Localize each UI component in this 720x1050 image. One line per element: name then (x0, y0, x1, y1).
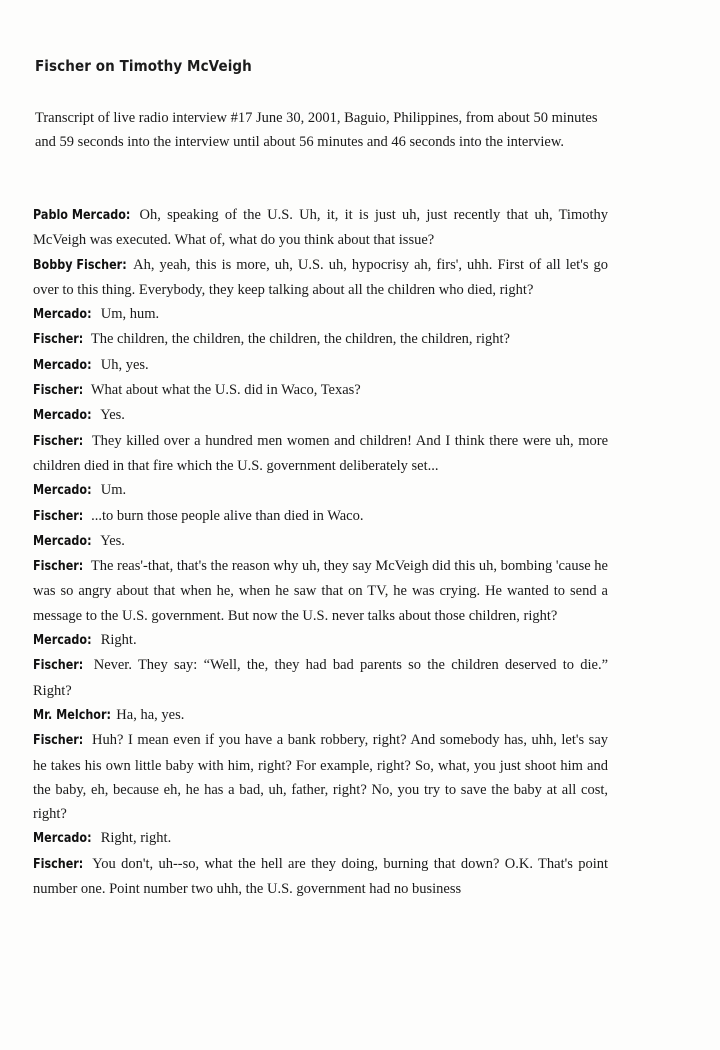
turn-text: Um, hum. (100, 306, 160, 323)
speaker-label: Mercado: (33, 307, 92, 323)
transcript-turn (33, 403, 608, 428)
turn-text: The children, the children, the children, the children, the children, right? (90, 331, 510, 348)
transcript-turn (33, 478, 608, 503)
document-title: Fischer on Timothy McVeigh (35, 57, 252, 75)
turn-text: Right. (100, 632, 137, 649)
turn-text: Yes. (100, 407, 125, 424)
speaker-label: Mercado: (33, 533, 92, 549)
transcript-turn (33, 504, 608, 529)
transcript-turn (33, 826, 608, 851)
transcript-turn (33, 852, 608, 902)
speaker-label: Fischer: (33, 332, 84, 348)
speaker-label: Fischer: (33, 508, 84, 524)
transcript-turn (33, 703, 608, 728)
transcript (33, 203, 608, 901)
transcript-turn (33, 653, 608, 703)
speaker-label: Mercado: (33, 633, 92, 649)
turn-text: Huh? I mean even if you have a bank robbery, right? And somebody has, uhh, let's say he takes his own little baby with him, right? For example, right? So, what, you just shoot him and the baby, eh, because eh, he has a bad, uh, father, right? No, you try to save the baby at all cost, right? (33, 732, 609, 823)
transcript-turn (33, 353, 608, 378)
transcript-turn (33, 628, 608, 653)
intro-paragraph: Transcript of live radio interview #17 June 30, 2001, Baguio, Philippines, from about 50 minutes and 59 seconds into the interview until about 56 minutes and 46 seconds into the interview. (35, 110, 598, 150)
speaker-label: Pablo Mercado: (33, 208, 131, 223)
turn-text: The reas'-that, that's the reason why uh, they say McVeigh did this uh, bombing 'cause he was so angry about that when he, when he saw that on TV, he was crying. He wanted to send a message to the U.S. government. But now the U.S. never talks about those children, right? (33, 558, 608, 624)
speaker-label: Fischer: (33, 856, 84, 872)
transcript-turn (33, 529, 608, 554)
turn-text: Oh, speaking of the U.S. Uh, it, it is just uh, just recently that uh, Timothy McVeigh was executed. What of, what do you think about that issue? (33, 207, 609, 249)
speaker-label: Fischer: (33, 658, 84, 674)
transcript-turn (33, 378, 608, 403)
speaker-label: Mercado: (33, 831, 92, 847)
turn-text: Ha, ha, yes. (116, 706, 185, 723)
transcript-turn (33, 327, 608, 352)
turn-text: What about what the U.S. did in Waco, Texas? (90, 382, 361, 399)
speaker-label: Fischer: (33, 733, 84, 749)
transcript-turn (33, 429, 608, 479)
transcript-turn (33, 302, 608, 327)
speaker-label: Mercado: (33, 483, 92, 499)
speaker-label: Mercado: (33, 408, 92, 424)
transcript-turn (33, 554, 608, 628)
turn-text: Never. They say: “Well, the, they had bad parents so the children deserved to die.” Right? (33, 657, 609, 699)
speaker-label: Fischer: (33, 383, 84, 399)
speaker-label: Bobby Fischer: (33, 257, 127, 273)
transcript-turn (33, 253, 608, 303)
transcript-turn (33, 203, 608, 253)
turn-text: ...to burn those people alive than died in Waco. (91, 507, 364, 524)
turn-text: They killed over a hundred men women and children! And I think there were uh, more children died in that fire which the U.S. government deliberately set... (33, 432, 609, 474)
transcript-turn (33, 728, 608, 826)
turn-text: Um. (100, 482, 127, 499)
speaker-label: Mr. Melchor: (33, 707, 111, 723)
speaker-label: Mercado: (33, 357, 92, 373)
turn-text: Yes. (100, 532, 125, 549)
turn-text: Uh, yes. (100, 356, 149, 373)
turn-text: Ah, yeah, this is more, uh, U.S. uh, hypocrisy ah, firs', uhh. First of all let's go over to this thing. Everybody, they keep talking about all the children who died, right? (33, 256, 608, 298)
speaker-label: Fischer: (33, 559, 84, 575)
turn-text: You don't, uh--so, what the hell are they doing, burning that down? O.K. That's point number one. Point number two uhh, the U.S. government had no business (33, 855, 609, 898)
turn-text: Right, right. (100, 830, 172, 847)
speaker-label: Fischer: (33, 433, 84, 449)
